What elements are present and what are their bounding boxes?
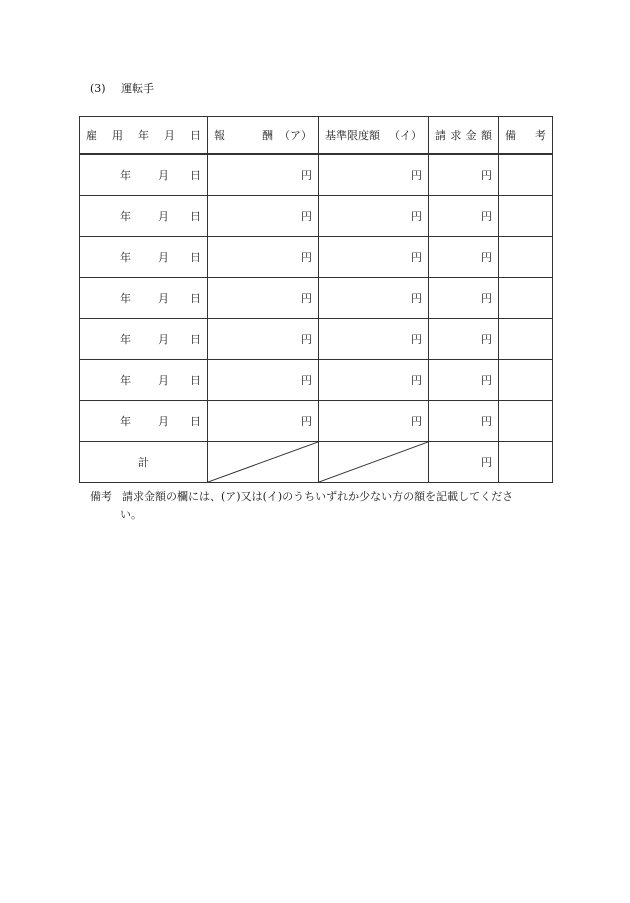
remuneration-cell: 円 bbox=[208, 401, 319, 442]
remarks-text: 請求金額の欄には、(ア)又は(イ)のうちいずれか少ない方の額を記載してくださ bbox=[122, 490, 514, 503]
remarks-cell bbox=[499, 237, 553, 278]
diagonal-line bbox=[208, 442, 318, 482]
month-label: 月 bbox=[158, 210, 169, 223]
header-char: 年 bbox=[138, 129, 149, 142]
year-label: 年 bbox=[120, 333, 131, 346]
day-label: 日 bbox=[190, 210, 201, 223]
claim-cell: 円 bbox=[429, 278, 499, 319]
section-number: (3) bbox=[90, 82, 106, 95]
header-char: 日 bbox=[190, 129, 201, 142]
year-label: 年 bbox=[120, 210, 131, 223]
day-label: 日 bbox=[190, 415, 201, 428]
header-employment-date bbox=[80, 117, 208, 155]
table-row bbox=[80, 237, 553, 278]
base-limit-cell: 円 bbox=[319, 237, 429, 278]
header-suffix: （イ） bbox=[389, 129, 422, 142]
base-limit-cell: 円 bbox=[319, 278, 429, 319]
claim-table bbox=[79, 116, 553, 483]
month-label: 月 bbox=[158, 333, 169, 346]
date-cell bbox=[80, 196, 208, 237]
date-cell bbox=[80, 237, 208, 278]
remarks-cell bbox=[499, 319, 553, 360]
table-row bbox=[80, 154, 553, 196]
remarks-line-2: い。 bbox=[120, 508, 142, 521]
base-limit-cell: 円 bbox=[319, 196, 429, 237]
remarks-line-1 bbox=[90, 488, 552, 506]
header-char: 金 bbox=[465, 129, 477, 142]
header-char: 雇 bbox=[86, 129, 97, 142]
claim-cell: 円 bbox=[429, 196, 499, 237]
remuneration-cell: 円 bbox=[208, 196, 319, 237]
year-label: 年 bbox=[120, 251, 131, 264]
header-char: 考 bbox=[535, 129, 546, 142]
remarks-cell bbox=[499, 401, 553, 442]
table-row bbox=[80, 278, 553, 319]
diagonal-line bbox=[319, 442, 428, 482]
remarks-note bbox=[90, 488, 552, 524]
base-limit-cell: 円 bbox=[319, 154, 429, 196]
total-label: 計 bbox=[80, 442, 208, 483]
header-claim-amount bbox=[429, 117, 499, 155]
table-row bbox=[80, 196, 553, 237]
remarks-cell bbox=[499, 196, 553, 237]
claim-cell: 円 bbox=[429, 401, 499, 442]
header-char: 用 bbox=[112, 129, 123, 142]
remuneration-cell: 円 bbox=[208, 278, 319, 319]
claim-cell: 円 bbox=[429, 237, 499, 278]
year-label: 年 bbox=[120, 415, 131, 428]
section-heading bbox=[90, 80, 154, 96]
remarks-cell bbox=[499, 278, 553, 319]
header-remarks bbox=[499, 117, 553, 155]
remuneration-cell: 円 bbox=[208, 237, 319, 278]
header-char: 額 bbox=[480, 129, 492, 142]
header-char: 備 bbox=[505, 129, 516, 142]
year-label: 年 bbox=[120, 292, 131, 305]
base-limit-total-blank bbox=[319, 442, 429, 483]
day-label: 日 bbox=[190, 251, 201, 264]
header-char: 報 bbox=[214, 129, 225, 142]
header-row bbox=[80, 117, 553, 155]
header-char: 請 bbox=[435, 129, 446, 142]
date-cell bbox=[80, 401, 208, 442]
header-base-limit bbox=[319, 117, 429, 155]
claim-total-cell: 円 bbox=[429, 442, 499, 483]
month-label: 月 bbox=[158, 292, 169, 305]
total-row bbox=[80, 442, 553, 483]
table-row bbox=[80, 401, 553, 442]
header-suffix: （ア） bbox=[279, 129, 312, 142]
day-label: 日 bbox=[190, 333, 201, 346]
date-cell bbox=[80, 319, 208, 360]
remarks-total-cell bbox=[499, 442, 553, 483]
remarks-label: 備考 bbox=[90, 490, 112, 503]
header-char: 求 bbox=[450, 129, 462, 142]
month-label: 月 bbox=[158, 251, 169, 264]
claim-cell: 円 bbox=[429, 319, 499, 360]
header-char: 酬 bbox=[262, 129, 273, 142]
base-limit-cell: 円 bbox=[319, 319, 429, 360]
day-label: 日 bbox=[190, 292, 201, 305]
remuneration-cell: 円 bbox=[208, 360, 319, 401]
date-cell bbox=[80, 360, 208, 401]
base-limit-cell: 円 bbox=[319, 360, 429, 401]
remarks-cell bbox=[499, 154, 553, 196]
table-row bbox=[80, 360, 553, 401]
month-label: 月 bbox=[158, 415, 169, 428]
base-limit-cell: 円 bbox=[319, 401, 429, 442]
header-text: 基準限度額 bbox=[325, 129, 380, 142]
remuneration-total-blank bbox=[208, 442, 319, 483]
remuneration-cell: 円 bbox=[208, 319, 319, 360]
remarks-cell bbox=[499, 360, 553, 401]
remuneration-cell: 円 bbox=[208, 154, 319, 196]
date-cell bbox=[80, 278, 208, 319]
month-label: 月 bbox=[158, 169, 169, 182]
claim-cell: 円 bbox=[429, 360, 499, 401]
day-label: 日 bbox=[190, 169, 201, 182]
table-row bbox=[80, 319, 553, 360]
section-title: 運転手 bbox=[121, 82, 155, 95]
header-char: 月 bbox=[164, 129, 175, 142]
date-cell bbox=[80, 154, 208, 196]
year-label: 年 bbox=[120, 169, 131, 182]
claim-cell: 円 bbox=[429, 154, 499, 196]
header-remuneration bbox=[208, 117, 319, 155]
year-label: 年 bbox=[120, 374, 131, 387]
month-label: 月 bbox=[158, 374, 169, 387]
day-label: 日 bbox=[190, 374, 201, 387]
